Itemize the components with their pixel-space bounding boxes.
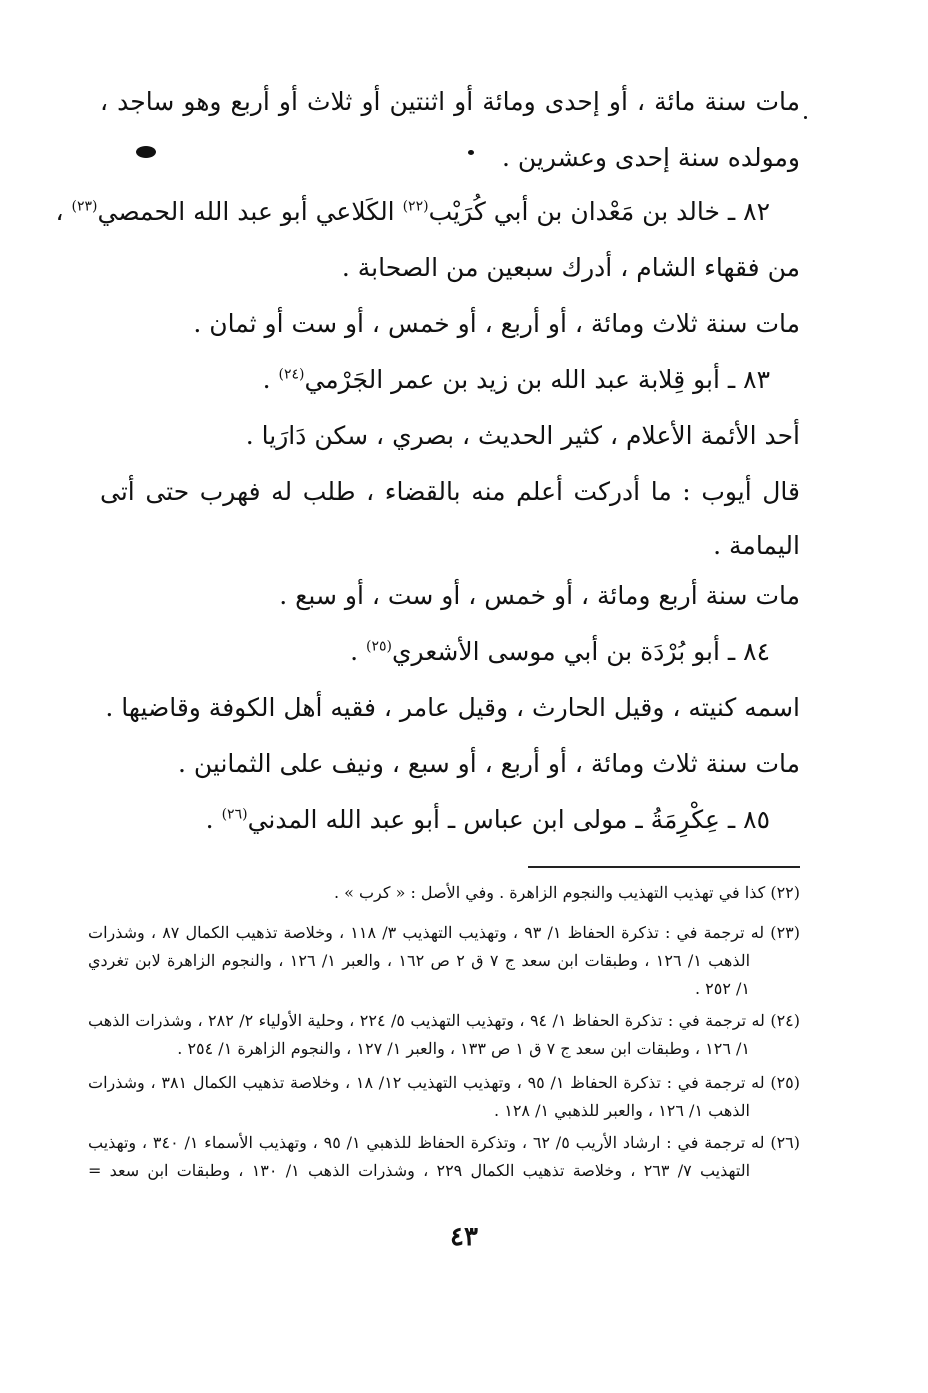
footnote-22: [88, 880, 800, 906]
entry-83-heading: [100, 362, 770, 398]
footnote-ref-24[interactable]: (٢٤): [278, 366, 305, 383]
text-line-7: [100, 418, 800, 454]
footnote-24-text-1: (٢٤) له ترجمة في : تذكرة الحفاظ ١/ ٩٤ ، وتهذيب التهذيب ٥/ ٢٢٤ ، وحلية الأولياء ٢/ ٢٨٢ ، وشذرات الذهب: [88, 1011, 801, 1030]
entry-83-name: ٨٣ ـ أبو قِلابة عبد الله بن زيد بن عمر الجَرْمي: [304, 365, 770, 394]
footnote-25-line-1: [88, 1070, 800, 1096]
footnote-25-text-2: الذهب ١/ ١٢٦ ، والعبر للذهبي ١/ ١٢٨ .: [494, 1101, 750, 1120]
text-line-9-content: اليمامة .: [713, 531, 800, 560]
footnote-25-text-1: (٢٥) له ترجمة في : تذكرة الحفاظ ١/ ٩٥ ، وتهذيب التهذيب ١٢/ ١٨ ، وخلاصة تذهيب الكمال ٣٨١ ، وشذرات: [88, 1073, 801, 1092]
page-number: ٤٣: [450, 1222, 478, 1252]
text-line-10-content: مات سنة أربع ومائة ، أو خمس ، أو ست ، أو سبع .: [279, 581, 800, 610]
footnote-separator: [528, 866, 800, 868]
footnote-26-line-1: [88, 1130, 800, 1156]
footnote-22-text: (٢٢) كذا في تهذيب التهذيب والنجوم الزاهرة . وفي الأصل : « كرب » .: [333, 883, 800, 902]
footnote-25-line-2: [88, 1098, 750, 1124]
text-line-4-content: من فقهاء الشام ، أدرك سبعين من الصحابة .: [341, 253, 800, 282]
footnote-23-line-3: [88, 976, 750, 1002]
footnote-ref-23[interactable]: (٢٣): [71, 198, 98, 215]
text-line-8-content: قال أيوب : ما أدركت أعلم منه بالقضاء ، طلب له فهرب حتى أتى: [100, 477, 800, 506]
text-line-13: [100, 746, 800, 782]
entry-82-nisba: الكَلاعي أبو عبد الله الحمصي: [97, 197, 403, 226]
text-line-2: [100, 140, 800, 176]
ink-blot-decoration: [136, 146, 156, 158]
text-line-7-content: أحد الأئمة الأعلام ، كثير الحديث ، بصري ، سكن دَارَيا .: [245, 421, 800, 450]
footnote-23-line-2: [88, 948, 750, 974]
text-line-1: [100, 84, 800, 120]
text-line-12: [100, 690, 800, 726]
footnote-26-text-1: (٢٦) له ترجمة في : ارشاد الأريب ٥/ ٦٢ ، وتذكرة الحفاظ للذهبي ١/ ٩٥ ، وتهذيب الأسماء ١/ ٣٤٠ ، وتهذيب: [88, 1133, 800, 1152]
footnote-ref-22[interactable]: (٢٢): [402, 198, 429, 215]
text-line-10: [100, 578, 800, 614]
text-line-1-content: مات سنة مائة ، أو إحدى ومائة أو اثنتين أو ثلاث أو أربع وهو ساجد ،: [100, 87, 800, 116]
ink-dot-decoration: [804, 116, 807, 119]
footnote-23-text-1: (٢٣) له ترجمة في : تذكرة الحفاظ ١/ ٩٣ ، وتهذيب التهذيب ٣/ ١١٨ ، وخلاصة تذهيب الكمال ٨٧ ، وشذرات: [88, 923, 800, 942]
entry-84-period: .: [350, 637, 366, 666]
entry-82-heading: [55, 194, 770, 230]
footnote-23-line-1: [88, 920, 800, 946]
footnote-26-line-2: [88, 1158, 750, 1184]
entry-85-period: .: [205, 805, 222, 834]
footnote-23-text-3: ١/ ٢٥٢ .: [694, 979, 750, 998]
text-line-2-content: ومولده سنة إحدى وعشرين .: [501, 143, 800, 172]
entry-84-heading: [100, 634, 770, 670]
text-line-5: [100, 306, 800, 342]
entry-82-name: ٨٢ ـ خالد بن مَعْدان بن أبي كُرَيْب: [428, 197, 770, 226]
footnote-24-text-2: ١/ ١٢٦ ، وطبقات ابن سعد ج ٧ ق ١ ص ١٣٣ ، والعبر ١/ ١٢٧ ، والنجوم الزاهرة ١/ ٢٥٤ .: [177, 1039, 750, 1058]
footnote-26-text-2: التهذيب ٧/ ٢٦٣ ، وخلاصة تذهيب الكمال ٢٢٩ ، وشذرات الذهب ١/ ١٣٠ ، وطبقات ابن سعد =: [88, 1161, 751, 1180]
text-line-9: [100, 528, 800, 564]
footnote-24-line-1: [88, 1008, 800, 1034]
entry-85-name: ٨٥ ـ عِكْرِمَةُ ـ مولى ابن عباس ـ أبو عبد الله المدني: [247, 805, 770, 834]
text-line-4: [100, 250, 800, 286]
entry-85-heading: [100, 802, 770, 838]
footnote-24-line-2: [88, 1036, 750, 1062]
ink-speck-decoration: [468, 150, 474, 155]
footnote-ref-25[interactable]: (٢٥): [366, 638, 392, 655]
entry-83-period: .: [262, 365, 279, 394]
text-line-8: [100, 474, 800, 510]
entry-82-comma: ،: [55, 197, 72, 226]
text-line-12-content: اسمه كنيته ، وقيل الحارث ، وقيل عامر ، فقيه أهل الكوفة وقاضيها .: [105, 693, 800, 722]
entry-84-name: ٨٤ ـ أبو بُرْدَة بن أبي موسى الأشعري: [391, 637, 770, 666]
text-line-5-content: مات سنة ثلاث ومائة ، أو أربع ، أو خمس ، أو ست أو ثمان .: [193, 309, 800, 338]
footnote-ref-26[interactable]: (٢٦): [221, 806, 248, 823]
text-line-13-content: مات سنة ثلاث ومائة ، أو أربع ، أو سبع ، ونيف على الثمانين .: [177, 749, 800, 778]
footnote-23-text-2: الذهب ١/ ١٢٦ ، وطبقات ابن سعد ج ٧ ق ٢ ص ١٦٢ ، والعبر ١/ ١٢٦ ، والنجوم الزاهرة لابن تغردي: [88, 951, 751, 970]
